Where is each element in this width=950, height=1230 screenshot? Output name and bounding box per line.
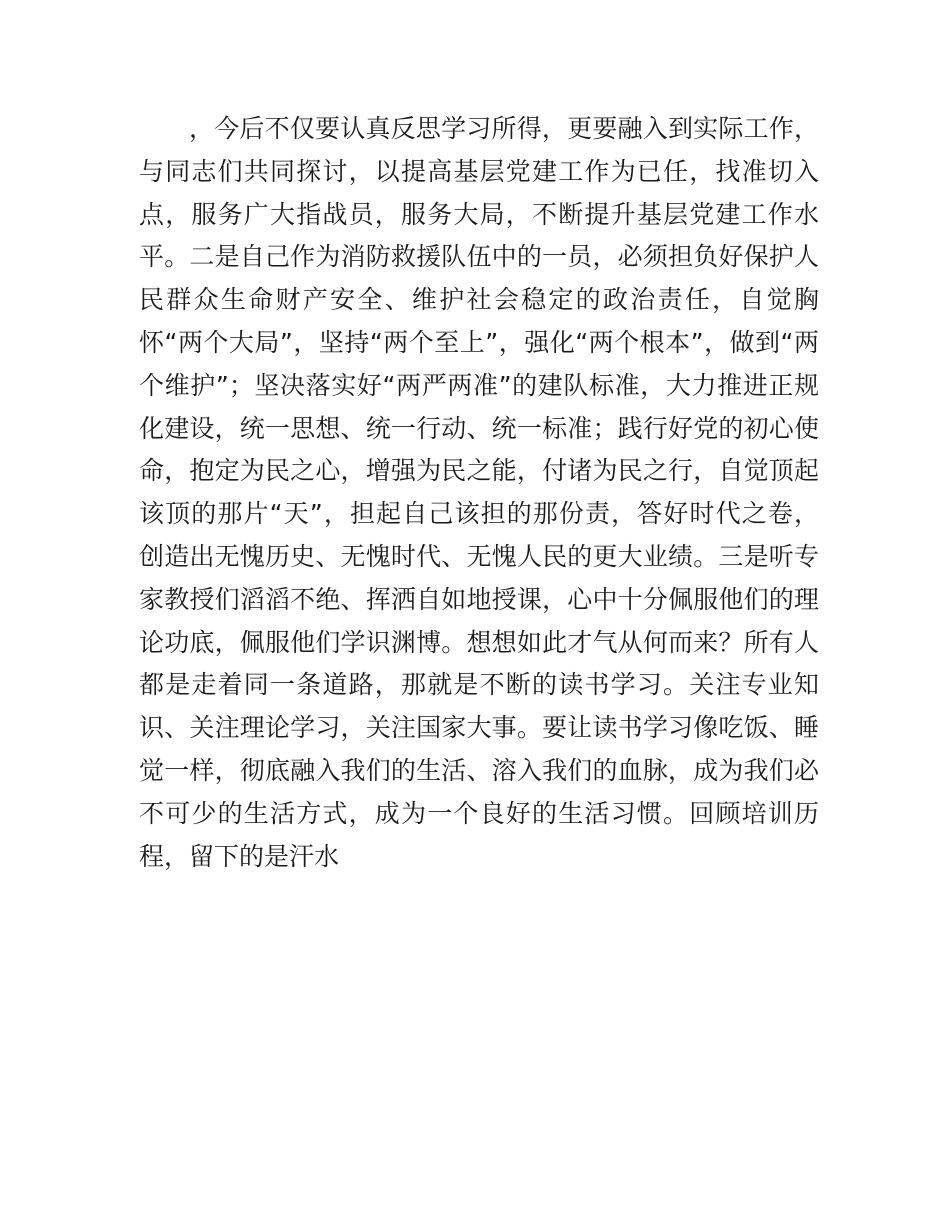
paragraph-line: 程，留下的是汗水 [139, 841, 340, 871]
paragraph-line: 觉一样，彻底融入我们的生活、溶入我们的血脉，成为我们必 [139, 755, 819, 785]
paragraph-line: 民群众生命财产安全、维护社会稳定的政治责任，自觉胸 [139, 285, 819, 315]
paragraph-line: 创造出无愧历史、无愧时代、无愧人民的更大业绩。三是听专 [139, 541, 819, 571]
paragraph-line: 该顶的那片“天”，担起自己该担的那份责，答好时代之卷， [139, 499, 819, 529]
paragraph-line: 平。二是自己作为消防救援队伍中的一员，必须担负好保护人 [139, 242, 819, 272]
paragraph-line: 化建设，统一思想、统一行动、统一标准；践行好党的初心使 [139, 413, 819, 443]
paragraph-line: 家教授们滔滔不绝、挥洒自如地授课，心中十分佩服他们的理 [139, 584, 819, 614]
paragraph-line: 个维护”；坚决落实好“两严两准”的建队标准，大力推进正规 [139, 370, 819, 400]
paragraph-line: 怀“两个大局”，坚持“两个至上”，强化“两个根本”，做到“两 [139, 327, 819, 357]
body-paragraph [139, 108, 819, 878]
paragraph-line: 论功底，佩服他们学识渊博。想想如此才气从何而来？所有人 [139, 627, 819, 657]
paragraph-line: ，今后不仅要认真反思学习所得，更要融入到实际工作， [189, 114, 819, 143]
paragraph-line: 识、关注理论学习，关注国家大事。要让读书学习像吃饭、睡 [139, 713, 819, 743]
paragraph-line: 点，服务广大指战员，服务大局，不断提升基层党建工作水 [139, 199, 819, 229]
paragraph-line: 命，抱定为民之心，增强为民之能，付诸为民之行，自觉顶起 [139, 456, 819, 486]
paragraph-line: 与同志们共同探讨，以提高基层党建工作为已任，找准切入 [139, 156, 819, 186]
paragraph-line: 不可少的生活方式，成为一个良好的生活习惯。回顾培训历 [139, 798, 819, 828]
paragraph-line: 都是走着同一条道路，那就是不断的读书学习。关注专业知 [139, 670, 819, 700]
